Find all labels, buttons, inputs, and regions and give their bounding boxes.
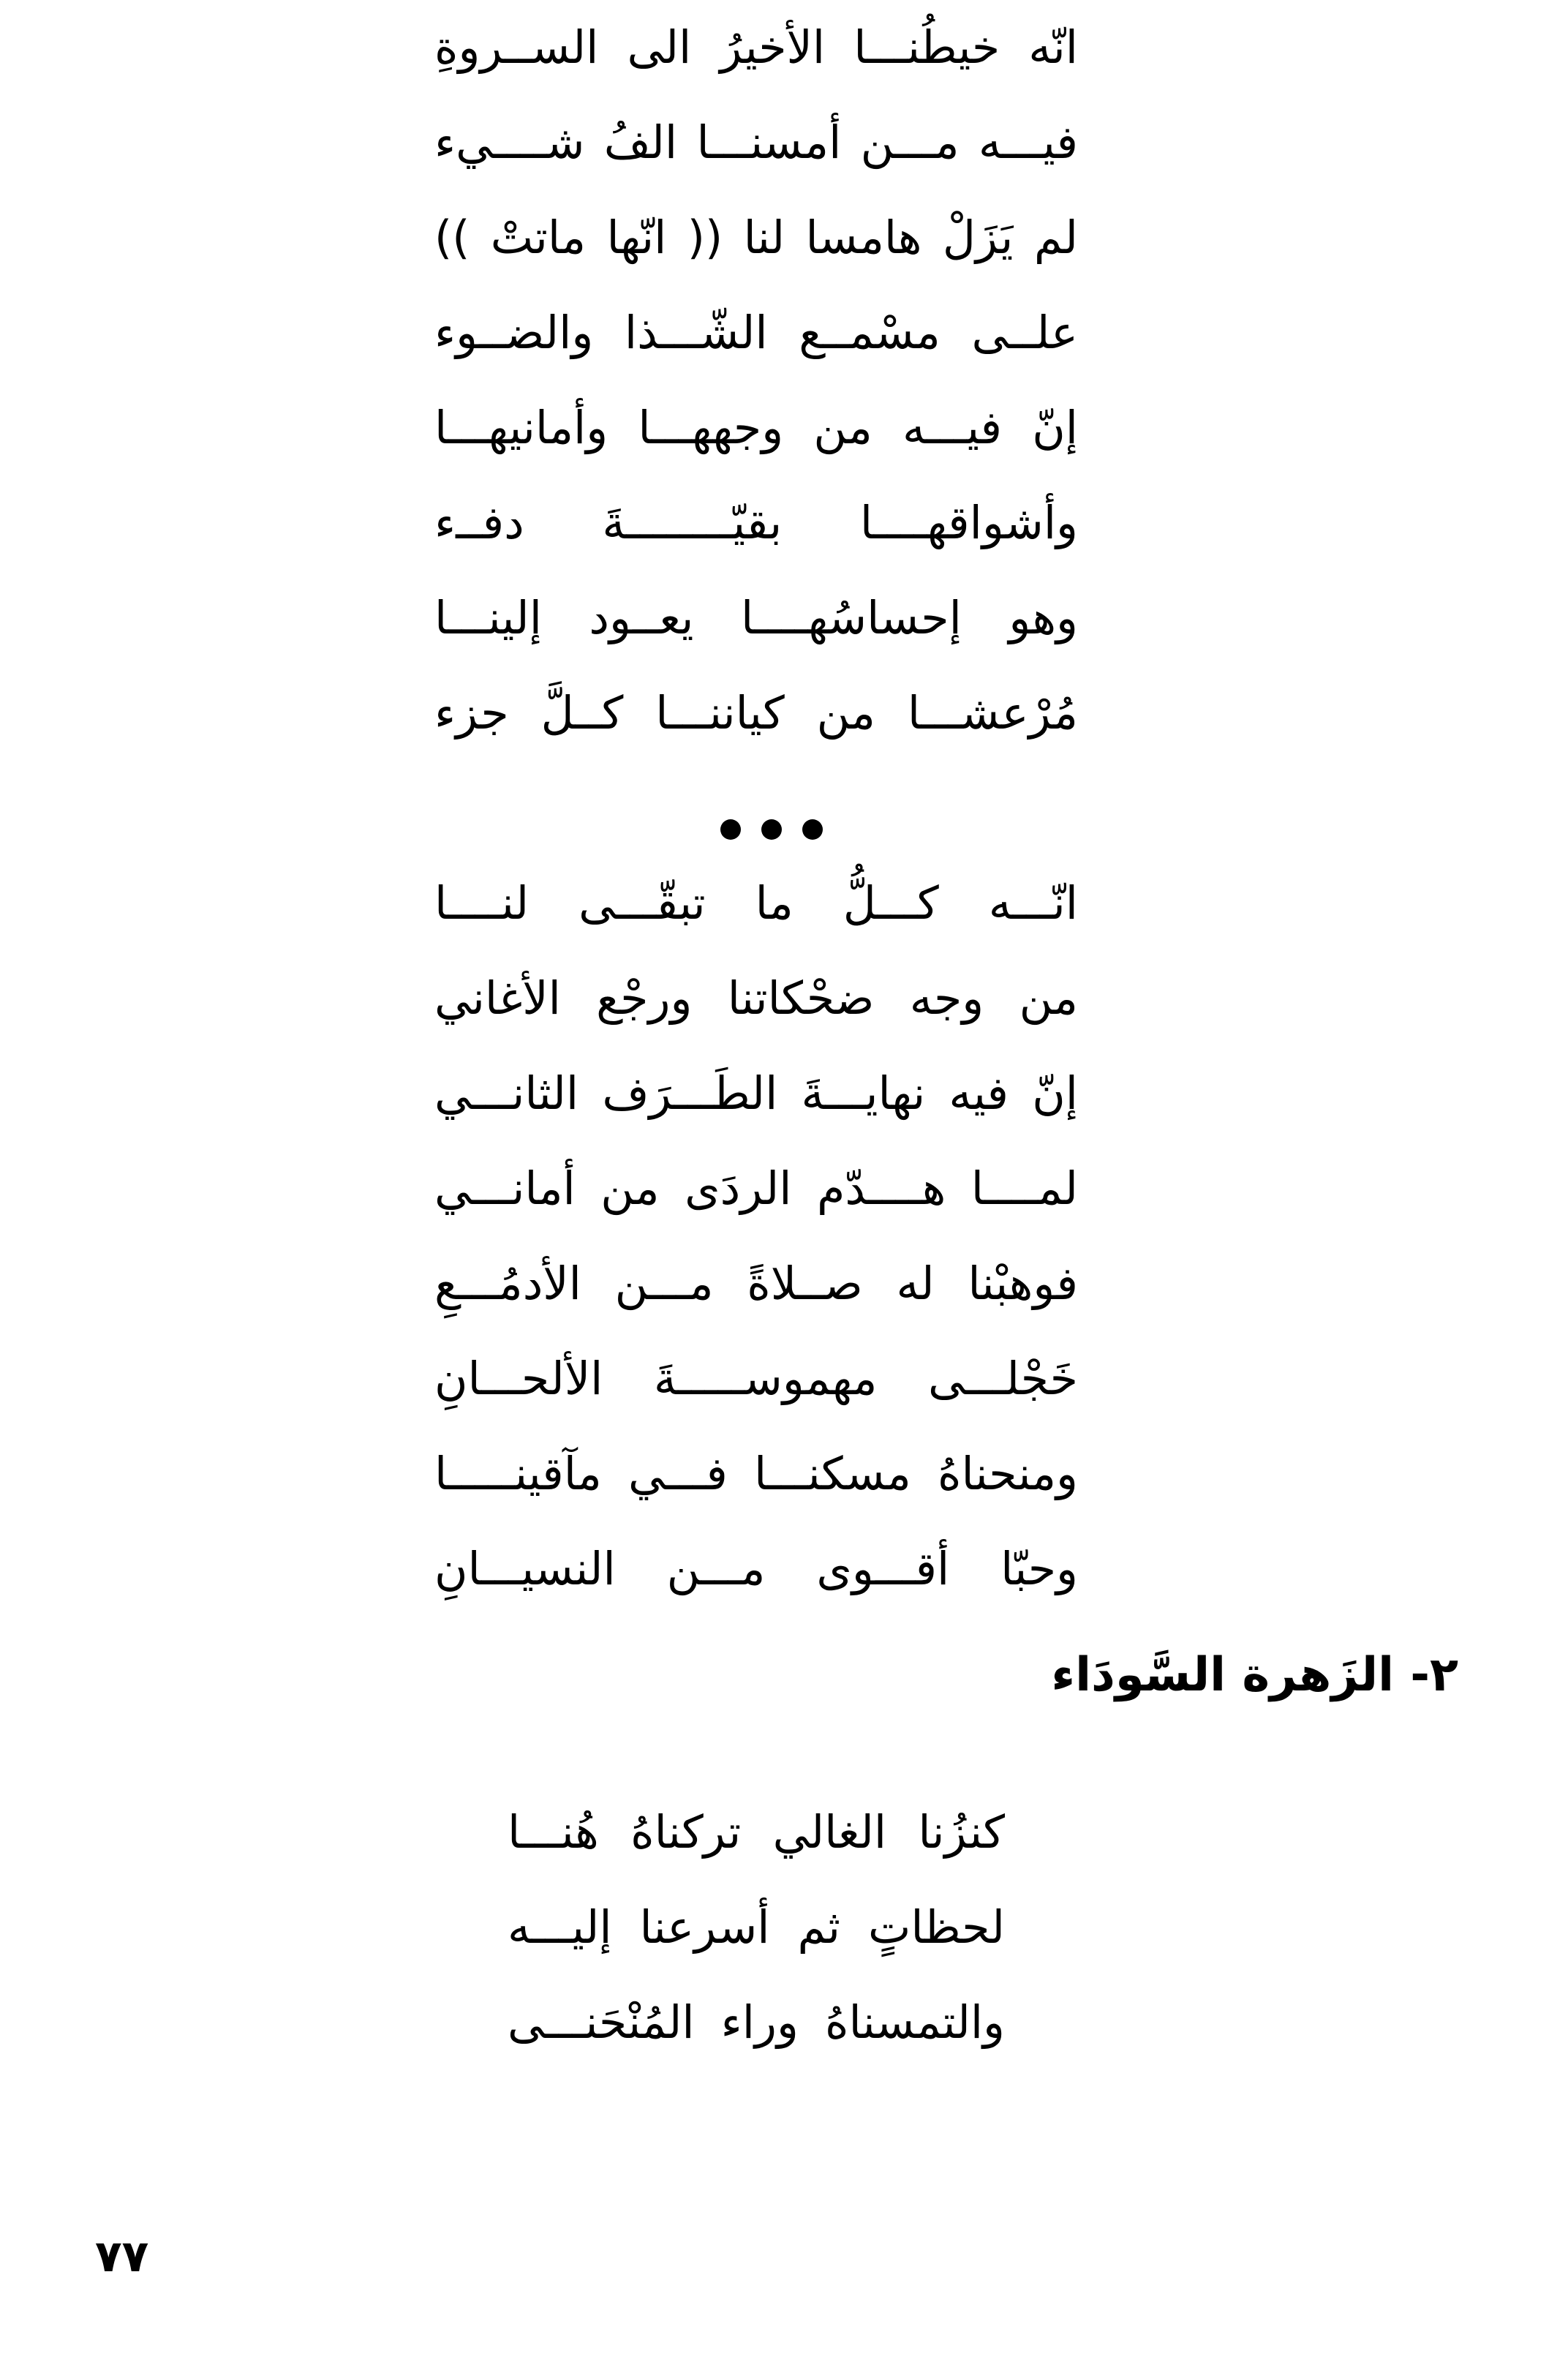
poem-line: لم يَزَلْ هامسا لنا (( انّها ماتتْ )) xyxy=(434,211,1078,264)
poem-line: ومنحناهُ مسكنـــا فـــي مآقينـــــا xyxy=(434,1447,1078,1500)
section-heading: ٢- الزَهرة السَّودَاء xyxy=(1051,1648,1458,1702)
poem-line: إنّ فيه نهايـــةَ الطَـــرَف الثانـــي xyxy=(434,1066,1078,1120)
poem-line: انّـــه كـــلُّ ما تبقّـــى لنــــا xyxy=(434,876,1078,930)
poem-line: لحظاتٍ ثم أسرعنا إليـــه xyxy=(508,1900,1005,1954)
poem-line: علــى مسْمــع الشّـــذا والضــوء xyxy=(434,306,1078,359)
separator-dot xyxy=(761,819,782,840)
poem-line: والتمسناهُ وراء المُنْحَنـــى xyxy=(508,1995,1005,2049)
poem-line: خَجْلـــى مهموســـــةَ الألحـــانِ xyxy=(434,1352,1078,1405)
separator-dot xyxy=(720,819,741,840)
poem-line: لمــــا هــــدّم الردَى من أمانـــي xyxy=(434,1162,1078,1215)
separator-dot xyxy=(802,819,823,840)
poem-line: إنّ فيـــه من وجههـــا وأمانيهـــا xyxy=(434,401,1078,454)
stanza-separator xyxy=(720,819,823,840)
poem-line: كنزُنا الغالي تركناهُ هُنـــا xyxy=(508,1805,1005,1859)
poem-line: وحبّا أقـــوى مـــن النسيـــانِ xyxy=(434,1542,1078,1595)
poem-line: فوهبْنا له صــلاةً مـــن الأدمُـــعِ xyxy=(434,1257,1078,1310)
page-number: ٧٧ xyxy=(95,2231,149,2282)
poem-line: فيـــه مـــن أمسنـــا الفُ شــــيء xyxy=(434,116,1078,169)
poem-line: مُرْعشـــا من كياننـــا كــلَّ جزء xyxy=(434,686,1078,740)
poem-line: وأشواقهــــا بقيّــــــــةَ دفــء xyxy=(434,496,1078,549)
poem-line: من وجه ضحْكاتنا ورجْع الأغاني xyxy=(434,971,1078,1025)
poem-line: انّه خيطُنـــا الأخيرُ الى الســروةِ xyxy=(434,20,1078,74)
poem-line: وهو إحساسُهــــا يعــود إلينـــا xyxy=(434,591,1078,644)
